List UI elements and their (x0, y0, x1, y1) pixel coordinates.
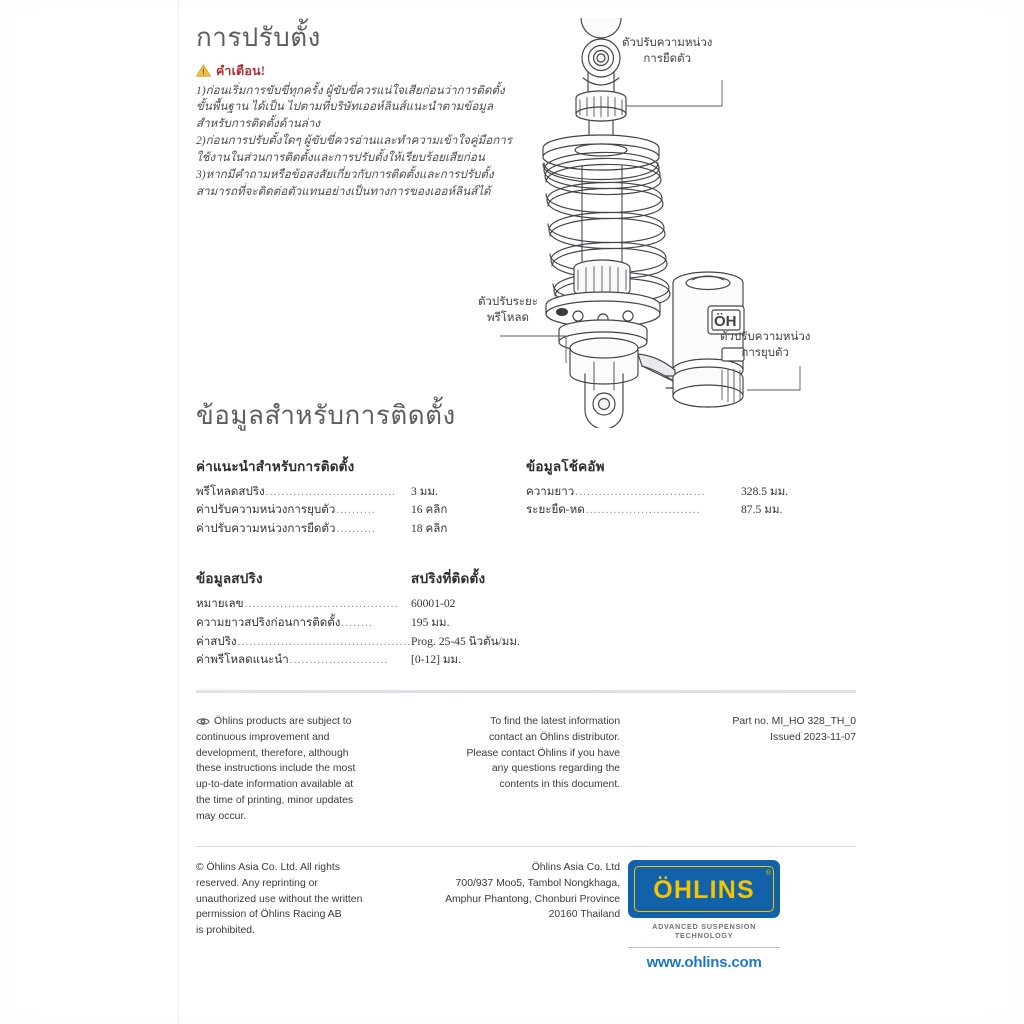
row-label: ความยาว (526, 484, 575, 498)
notice-line: the time of printing, minor updates (196, 795, 354, 807)
shock-data-heading: ข้อมูลโช้คอัพ (526, 458, 605, 474)
shock-absorber-illustration (470, 18, 940, 428)
setting-data-heading: ข้อมูลสำหรับการติดตั้ง (196, 401, 456, 430)
reservoir-ohlins-badge: ÖH (714, 313, 737, 330)
notice-line: continuous improvement and (196, 731, 330, 743)
copyright-block (196, 860, 394, 971)
row-label: ระยะยืด-หด (526, 503, 585, 517)
leader-dots: ............................. (585, 504, 701, 517)
adjustments-heading: การปรับตั้ง (196, 23, 321, 52)
brand-block (628, 860, 856, 971)
footer-bottom (196, 860, 856, 971)
logo-divider (628, 947, 780, 948)
row-value: 3 มม. (411, 484, 438, 498)
table-row (196, 633, 856, 652)
setting-data-columns (196, 455, 856, 539)
row-value: 195 มม. (411, 615, 450, 629)
callout-line: พรีโหลด (486, 311, 529, 324)
warning-line: 2)ก่อนการปรับตั้งใดๆ ผู้ขับขี่ควรอ่านและทำความเข้าใจคู่มือการ (196, 134, 513, 148)
address-line: Amphur Phantong, Chonburi Province (445, 893, 621, 905)
row-label: ค่าปรับความหน่วงการยุบตัว (196, 503, 336, 517)
ohlins-tagline: ADVANCED SUSPENSION TECHNOLOGY (652, 922, 757, 940)
address-block (394, 860, 628, 971)
callout-line: การยืดตัว (643, 52, 692, 65)
ohlins-wordmark: ÖHLINS (653, 875, 755, 904)
part-info-block (628, 714, 856, 825)
row-label: พรีโหลดสปริง (196, 484, 265, 498)
setting-data-section (196, 400, 856, 670)
notice-line: these instructions include the most (196, 763, 356, 775)
footer-divider-top (196, 690, 856, 693)
copyright-line: unauthorized use without the written (196, 893, 363, 905)
leader-dots: ......................... (289, 654, 389, 667)
spring-data-group (196, 567, 856, 670)
recommended-settings-group (196, 455, 526, 539)
table-row (196, 501, 526, 520)
notice-line: Öhlins products are subject to (214, 716, 352, 727)
table-row (526, 501, 856, 520)
recommended-settings-list (196, 483, 526, 539)
table-row (196, 483, 526, 502)
part-number: Part no. MI_HO 328_TH_0 (732, 716, 856, 727)
address-line: 20160 Thailand (548, 909, 621, 921)
notice-line: may occur. (196, 810, 247, 822)
footer-top (196, 714, 856, 825)
leader-dots: ....................................... (244, 597, 399, 610)
row-value: 87.5 มม. (741, 503, 783, 517)
copyright-line: is prohibited. (196, 925, 255, 937)
footer-divider-bottom (196, 846, 856, 847)
row-label: หมายเลข (196, 596, 244, 610)
warning-label: คำเตือน! (216, 63, 266, 78)
table-row (526, 483, 856, 502)
callout-preload-adjuster (478, 295, 538, 326)
row-value: 60001-02 (411, 596, 456, 610)
leader-dots: ........ (341, 616, 374, 629)
row-label: ค่าปรับความหน่วงการยืดตัว (196, 522, 336, 536)
address-line: 700/937 Moo5, Tambol Nongkhaga, (455, 877, 621, 889)
contact-line: any questions regarding the (491, 763, 621, 775)
callout-line: ตัวปรับระยะ (478, 296, 538, 308)
callout-line: ตัวปรับความหน่วง (720, 331, 811, 343)
leader-dots: .......... (336, 504, 376, 517)
copyright-line: © Öhlins Asia Co. Ltd. All rights (196, 862, 340, 873)
contact-line: To find the latest information (490, 716, 621, 727)
callout-rebound-adjuster (622, 36, 712, 67)
ohlins-logo-frame (634, 866, 774, 912)
contact-line: Please contact Öhlins if you have (466, 747, 621, 759)
contact-line: contents in this document. (499, 779, 621, 791)
shock-absorber-diagram (470, 18, 940, 428)
row-value: Prog. 25-45 นิวตัน/มม. (411, 634, 520, 648)
warning-line: ขั้นพื้นฐาน ได้เป็น ไปตามที่บริษัทเออห์ลินส์แนะนำตามข้อมูล (196, 100, 494, 114)
callout-compression-adjuster (720, 330, 810, 361)
copyright-line: reserved. Any reprinting or (196, 877, 318, 889)
registered-trademark-icon: ® (765, 870, 772, 877)
issued-date: Issued 2023-11-07 (770, 731, 856, 743)
warning-line: 1)ก่อนเริ่มการขับขี่ทุกครั้ง ผู้ขับขี่ควรแน่ใจเสียก่อนว่าการติดตั้ง (196, 83, 505, 97)
shock-data-list (526, 483, 856, 521)
leader-dots: ............................................. (237, 635, 416, 648)
row-value: 18 คลิก (411, 522, 448, 536)
table-row (196, 651, 856, 670)
leader-dots: ................................. (265, 485, 397, 498)
warning-triangle-icon (196, 64, 211, 77)
row-label: ความยาวสปริงก่อนการติดตั้ง (196, 615, 341, 629)
row-value: [0-12] มม. (411, 653, 462, 667)
spring-data-headings (196, 567, 856, 589)
leader-dots: ................................. (575, 485, 706, 498)
ohlins-website-link[interactable]: www.ohlins.com (646, 954, 762, 971)
callout-line: ตัวปรับความหน่วง (622, 37, 713, 49)
row-value: 328.5 มม. (741, 484, 789, 498)
spring-data-heading: ข้อมูลสปริง (196, 570, 263, 586)
contact-line: contact an Öhlins distributor. (488, 731, 621, 743)
table-row (196, 614, 856, 633)
address-line: Öhlins Asia Co. Ltd (531, 862, 621, 873)
eye-icon (196, 717, 210, 726)
recommended-settings-heading: ค่าแนะนำสำหรับการติดตั้ง (196, 458, 355, 474)
copyright-line: permission of Öhlins Racing AB (196, 909, 342, 921)
notice-line: development, therefore, although (196, 747, 349, 759)
table-row (196, 520, 526, 539)
warning-line: สามารถที่จะติดต่อตัวแทนอย่างเป็นทางการของเออห์ลินส์ได้ (196, 185, 491, 199)
row-label: ค่าสปริง (196, 634, 237, 648)
warning-line: สำหรับการติดตั้งด้านล่าง (196, 117, 321, 131)
shock-data-group (526, 455, 856, 539)
contact-block (394, 714, 628, 825)
leader-dots: .......... (336, 523, 376, 536)
page-margin-rule (178, 0, 179, 1024)
product-notice-block (196, 714, 394, 825)
row-label: ค่าพรีโหลดแนะนำ (196, 653, 289, 667)
ohlins-logo (628, 860, 780, 918)
callout-line: การยุบตัว (741, 346, 789, 359)
spring-data-list (196, 595, 856, 670)
table-row (196, 595, 856, 614)
warning-line: 3)หากมีคำถามหรือข้อสงสัยเกี่ยวกับการติดตั้งและการปรับตั้ง (196, 168, 494, 182)
notice-line: up-to-date information available at (196, 779, 354, 791)
installed-spring-heading: สปริงที่ติดตั้ง (411, 570, 486, 586)
row-value: 16 คลิก (411, 503, 448, 517)
warning-line: ใช้งานในส่วนการติดตั้งและการปรับตั้งให้เรียบร้อยเสียก่อน (196, 151, 485, 165)
